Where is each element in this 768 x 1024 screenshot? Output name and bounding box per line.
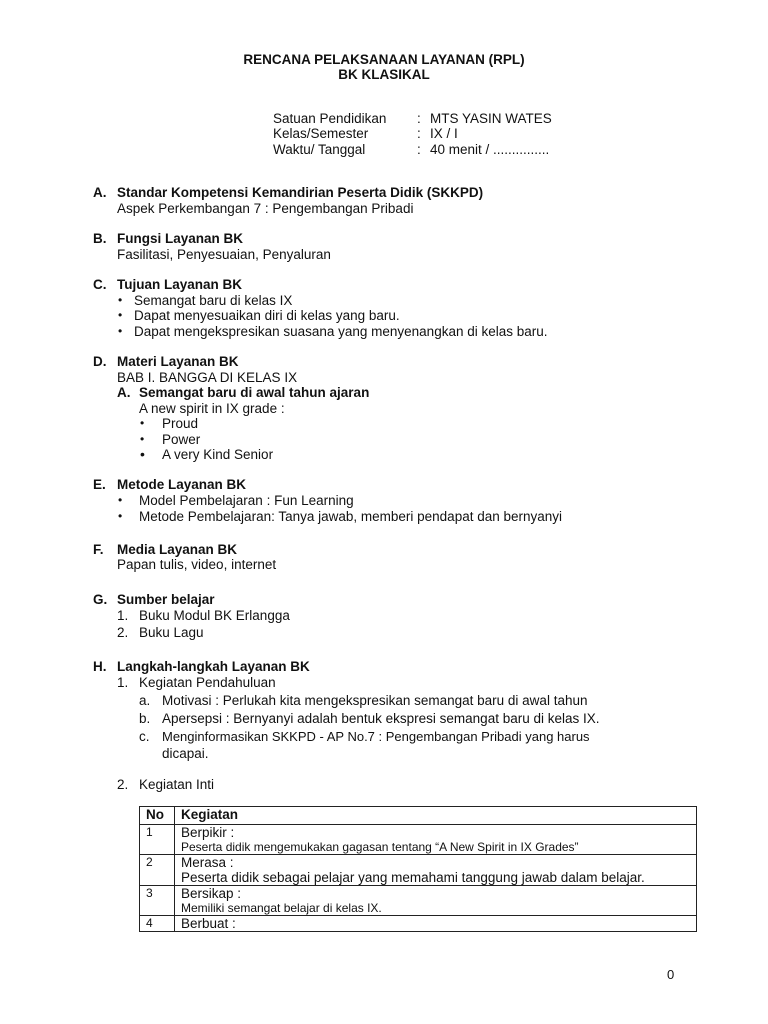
step-title: Kegiatan Inti [139, 777, 215, 792]
list-item: Proud [162, 416, 199, 431]
bullet-icon: • [118, 493, 123, 507]
info-colon: : [417, 111, 421, 126]
subsection-text: A new spirit in IX grade : [139, 401, 285, 416]
info-value: MTS YASIN WATES [430, 111, 552, 126]
section-letter: C. [93, 277, 107, 292]
row-number: 3 [140, 886, 175, 916]
info-label: Kelas/Semester [273, 126, 369, 141]
list-letter: a. [139, 693, 151, 708]
subsection-heading: Semangat baru di awal tahun ajaran [139, 385, 370, 400]
section-heading: Materi Layanan BK [117, 354, 239, 369]
activity-table [139, 806, 697, 932]
bullet-icon: • [118, 293, 123, 307]
list-item: Dapat mengekspresikan suasana yang menyenangkan di kelas baru. [134, 324, 548, 339]
list-item: Model Pembelajaran : Fun Learning [139, 493, 354, 508]
list-item: Apersepsi : Bernyanyi adalah bentuk ekspresi semangat baru di kelas IX. [162, 711, 600, 726]
info-label: Waktu/ Tanggal [273, 142, 366, 157]
section-heading: Sumber belajar [117, 592, 215, 607]
section-letter: F. [93, 542, 104, 557]
column-header-kegiatan: Kegiatan [175, 807, 697, 825]
section-text: BAB I. BANGGA DI KELAS IX [117, 370, 298, 385]
bullet-icon: • [140, 432, 145, 446]
activity-description: Peserta didik sebagai pelajar yang memahami tanggung jawab dalam belajar. [181, 870, 645, 885]
list-item: Menginformasikan SKKPD - AP No.7 : Pengembangan Pribadi yang harus [162, 729, 590, 744]
activity-title: Bersikap : [181, 886, 242, 901]
table-row [140, 825, 697, 855]
bullet-icon: • [118, 324, 123, 338]
section-heading: Tujuan Layanan BK [117, 277, 243, 292]
info-colon: : [417, 126, 421, 141]
section-letter: H. [93, 659, 107, 674]
bullet-icon: • [140, 416, 145, 430]
list-item: Buku Modul BK Erlangga [139, 608, 290, 623]
section-heading: Metode Layanan BK [117, 477, 247, 492]
step-title: Kegiatan Pendahuluan [139, 675, 276, 690]
subsection-letter: A. [117, 385, 131, 400]
activity-description: Memiliki semangat belajar di kelas IX. [181, 901, 382, 915]
list-item: Semangat baru di kelas IX [134, 293, 293, 308]
row-number: 4 [140, 916, 175, 932]
table-row [140, 855, 697, 886]
table-row [140, 916, 697, 932]
list-item: Dapat menyesuaikan diri di kelas yang baru. [134, 308, 400, 323]
row-cell [175, 916, 697, 932]
info-colon: : [417, 142, 421, 157]
document-title: RENCANA PELAKSANAAN LAYANAN (RPL) [243, 52, 525, 67]
section-text: Papan tulis, video, internet [117, 557, 277, 572]
row-number: 1 [140, 825, 175, 855]
info-value: IX / I [430, 126, 458, 141]
bullet-icon: • [118, 308, 123, 322]
section-text: Fasilitasi, Penyesuaian, Penyaluran [117, 247, 331, 262]
list-item: Power [162, 432, 201, 447]
page-number: 0 [667, 967, 675, 982]
section-heading: Langkah-langkah Layanan BK [117, 659, 310, 674]
list-item: Metode Pembelajaran: Tanya jawab, memberi pendapat dan bernyanyi [139, 509, 563, 524]
list-item: Motivasi : Perlukah kita mengekspresikan semangat baru di awal tahun [162, 693, 588, 708]
list-item-continuation: dicapai. [162, 746, 209, 761]
section-heading: Fungsi Layanan BK [117, 231, 244, 246]
table-row [140, 886, 697, 916]
bullet-icon: • [140, 446, 145, 462]
table-header-row [140, 807, 697, 825]
section-letter: B. [93, 231, 107, 246]
list-letter: b. [139, 711, 151, 726]
row-number: 2 [140, 855, 175, 886]
column-header-no: No [140, 807, 175, 825]
section-heading: Media Layanan BK [117, 542, 238, 557]
activity-title: Berbuat : [181, 916, 236, 931]
document-subtitle: BK KLASIKAL [338, 67, 430, 82]
info-label: Satuan Pendidikan [273, 111, 387, 126]
list-number: 1. [117, 608, 129, 623]
list-number: 2. [117, 777, 129, 792]
activity-title: Merasa : [181, 855, 234, 870]
section-letter: D. [93, 354, 107, 369]
section-letter: G. [93, 592, 108, 607]
row-cell [175, 855, 697, 886]
list-item: A very Kind Senior [162, 447, 274, 462]
section-letter: A. [93, 185, 107, 200]
section-heading: Standar Kompetensi Kemandirian Peserta Didik (SKKPD) [117, 185, 484, 200]
section-letter: E. [93, 477, 106, 492]
row-cell [175, 825, 697, 855]
list-number: 1. [117, 675, 129, 690]
row-cell [175, 886, 697, 916]
section-text: Aspek Perkembangan 7 : Pengembangan Pribadi [117, 201, 414, 216]
activity-title: Berpikir : [181, 825, 235, 840]
list-item: Buku Lagu [139, 625, 204, 640]
list-letter: c. [139, 729, 150, 744]
bullet-icon: • [118, 509, 123, 523]
list-number: 2. [117, 625, 129, 640]
activity-description: Peserta didik mengemukakan gagasan tentang “A New Spirit in IX Grades” [181, 840, 579, 854]
info-value: 40 menit / ............... [430, 142, 550, 157]
